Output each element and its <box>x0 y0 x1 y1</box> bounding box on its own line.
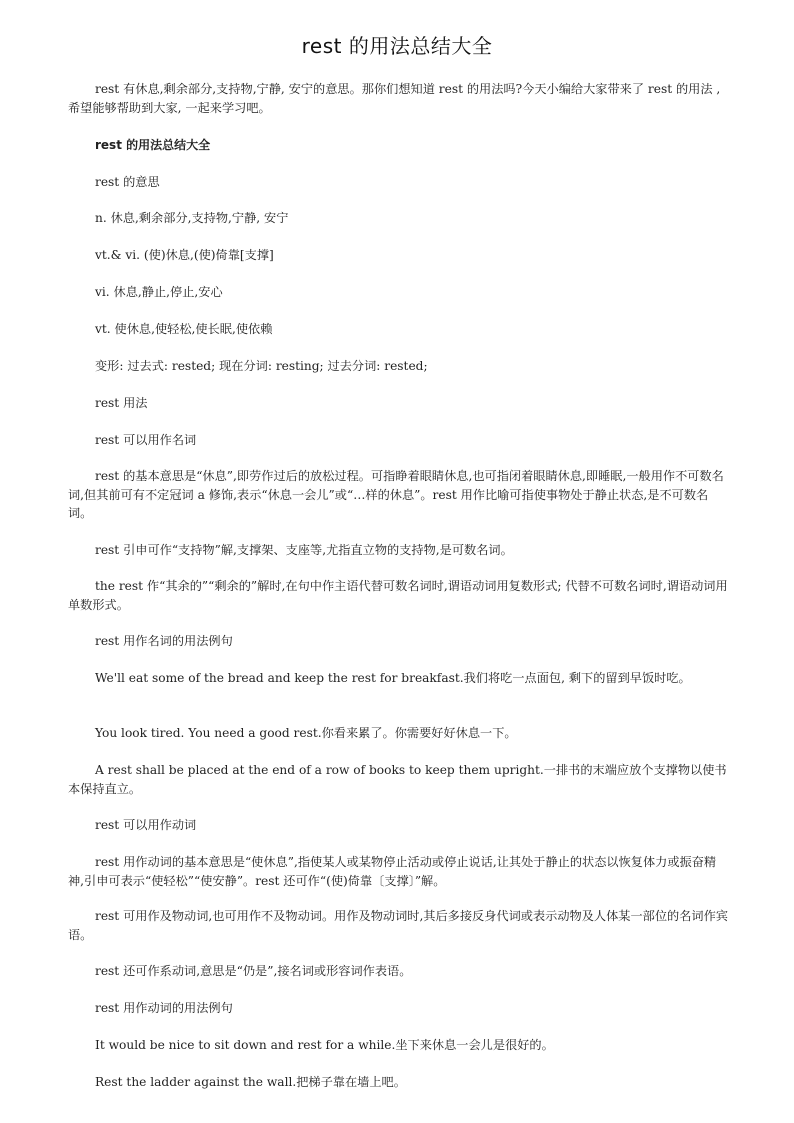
noun-example-2: You look tired. You need a good rest.你看来累了。你需要好好休息一下。 <box>95 726 517 740</box>
verb-example-1: It would be nice to sit down and rest for a while.坐下来休息一会儿是很好的。 <box>95 1038 554 1052</box>
subheading-verb-examples: rest 用作动词的用法例句 <box>95 1001 233 1015</box>
noun-explanation-paragraph: rest 的基本意思是“休息”,即劳作过后的放松过程。可指睁着眼睛休息,也可指闭着眼睛休息,即睡眠,一般用作不可数名词,但其前可有不定冠词 a 修饰,表示“休息一会儿”或“…样的休息”。rest 用作比喻可指使事物处于静止状态,是不可数名词。 <box>68 469 724 520</box>
definition-vt: vt. 使休息,使轻松,使长眠,使依赖 <box>95 322 273 336</box>
inflections: 变形: 过去式: rested; 现在分词: resting; 过去分词: rested; <box>95 359 428 373</box>
subheading-meaning: rest 的意思 <box>95 175 160 189</box>
subheading-noun-examples: rest 用作名词的用法例句 <box>95 634 233 648</box>
noun-support-paragraph: rest 引申可作“支持物”解,支撑架、支座等,尤指直立物的支持物,是可数名词。 <box>95 543 513 557</box>
the-rest-paragraph: the rest 作“其余的”“剩余的”解时,在句中作主语代替可数名词时,谓语动词用复数形式; 代替不可数名词时,谓语动词用单数形式。 <box>68 579 728 612</box>
verb-transitivity-paragraph: rest 可用作及物动词,也可用作不及物动词。用作及物动词时,其后多接反身代词或表示动物及人体某一部位的名词作宾语。 <box>68 909 728 942</box>
verb-explanation-paragraph: rest 用作动词的基本意思是“使休息”,指使某人或某物停止活动或停止说话,让其处于静止的状态以恢复体力或振奋精神,引申可表示“使轻松”“使安静”。rest 还可作“(使)倚靠〔支撑〕”解。 <box>68 855 717 888</box>
definition-noun: n. 休息,剩余部分,支持物,宁静, 安宁 <box>95 211 289 225</box>
verb-example-2: Rest the ladder against the wall.把梯子靠在墙上吧。 <box>95 1075 406 1089</box>
intro-paragraph: rest 有休息,剩余部分,支持物,宁静, 安宁的意思。那你们想知道 rest 的用法吗?今天小编给大家带来了 rest 的用法 ,希望能够帮助到大家, 一起来学习吧。 <box>68 82 721 115</box>
subheading-noun-usage: rest 可以用作名词 <box>95 433 197 447</box>
page-title: rest 的用法总结大全 <box>301 34 493 58</box>
verb-linking-paragraph: rest 还可作系动词,意思是“仍是”,接名词或形容词作表语。 <box>95 964 412 978</box>
definition-vi: vi. 休息,静止,停止,安心 <box>95 285 223 299</box>
subheading-verb-usage: rest 可以用作动词 <box>95 818 197 832</box>
definition-vt-vi: vt.& vi. (使)休息,(使)倚靠[支撑] <box>95 248 274 262</box>
noun-example-1: We'll eat some of the bread and keep the rest for breakfast.我们将吃一点面包, 剩下的留到早饭时吃。 <box>95 671 691 685</box>
subheading-usage: rest 用法 <box>95 396 148 410</box>
section-heading: rest 的用法总结大全 <box>95 138 211 152</box>
noun-example-3: A rest shall be placed at the end of a row of books to keep them upright.一排书的末端应放个支撑物以使书本保持直立。 <box>68 763 727 796</box>
